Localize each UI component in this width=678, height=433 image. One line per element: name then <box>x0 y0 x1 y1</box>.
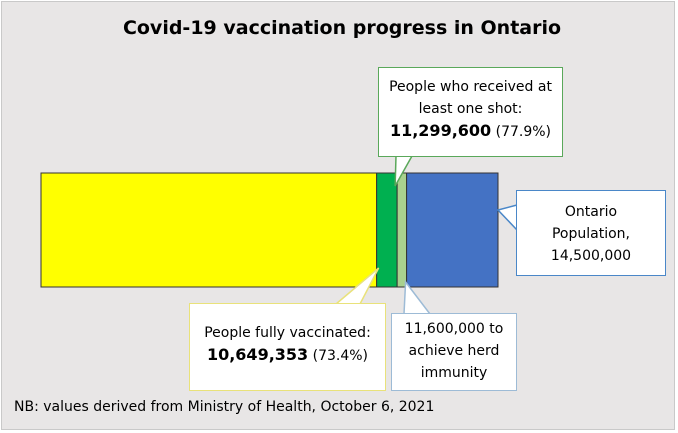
one-shot-label-line2: least one shot: <box>418 101 523 117</box>
bar-segment-remaining-population <box>407 173 498 287</box>
population-value: 14,500,000 <box>550 248 632 264</box>
one-shot-value: 11,299,600 <box>389 121 492 140</box>
bar-segment-one-shot-only <box>377 173 397 287</box>
fully-vaccinated-label: People fully vaccinated: <box>204 325 371 341</box>
herd-line1: 11,600,000 to <box>404 321 504 337</box>
population-callout <box>516 190 666 276</box>
fully-vaccinated-percent: (73.4%) <box>312 348 369 364</box>
fully-vaccinated-value-line <box>190 344 385 367</box>
one-shot-value-line <box>379 120 562 143</box>
fully-vaccinated-value: 10,649,353 <box>206 345 309 364</box>
population-label-line1: Ontario <box>564 204 618 220</box>
population-label-line2: Population, <box>551 226 630 242</box>
footnote: NB: values derived from Ministry of Health, October 6, 2021 <box>14 399 435 415</box>
bar-segment-fully-vaccinated <box>41 173 377 287</box>
population-callout-tail <box>498 205 517 230</box>
one-shot-percent: (77.9%) <box>495 124 552 140</box>
one-shot-callout <box>378 67 563 157</box>
bar-segment-to-herd-immunity <box>397 173 406 287</box>
chart-title: Covid-19 vaccination progress in Ontario <box>122 17 562 39</box>
fully-vaccinated-callout <box>189 303 386 391</box>
one-shot-label-line1: People who received at <box>389 79 552 95</box>
herd-line2: achieve herd <box>408 343 500 359</box>
herd-line3: immunity <box>420 365 488 381</box>
herd-immunity-callout <box>391 313 517 391</box>
